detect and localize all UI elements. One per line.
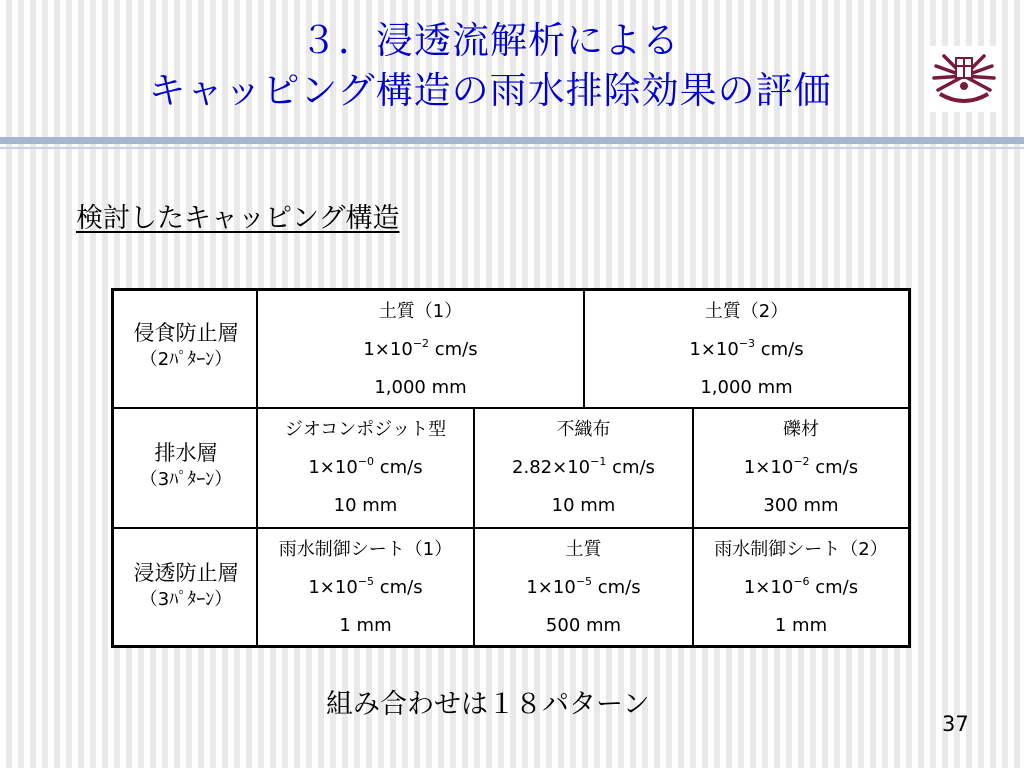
title-line-1: ３．浸透流解析による [300, 19, 680, 62]
row-header [114, 559, 258, 613]
layer-name: 浸透防止層 [133, 561, 239, 585]
table-cell [694, 409, 908, 527]
layer-name: 侵食防止層 [133, 321, 239, 345]
pattern-count: （3ﾊﾟﾀｰﾝ） [139, 469, 233, 490]
permeability: $1\times 10^{-5}$ cm/s [308, 575, 423, 598]
title-divider-thin [0, 147, 1024, 149]
pattern-count: （2ﾊﾟﾀｰﾝ） [139, 349, 233, 370]
table-cell [258, 409, 473, 527]
title-divider [0, 137, 1024, 144]
layer-thickness: 500 mm [545, 615, 622, 636]
layer-thickness: 1,000 mm [374, 377, 467, 398]
material-name: 土質（1） [378, 301, 463, 322]
layer-thickness: 10 mm [551, 495, 616, 516]
layer-thickness: 10 mm [333, 495, 398, 516]
title-line-2: キャッピング構造の雨水排除効果の評価 [148, 69, 832, 112]
section-subtitle: 検討したキャッピング構造 [76, 203, 400, 234]
permeability: $1\times 10^{-2}$ cm/s [743, 455, 859, 478]
table-cell [694, 529, 908, 645]
layer-thickness: 1 mm [339, 615, 392, 636]
material-name: 土質 [565, 539, 602, 560]
layer-name: 排水層 [154, 441, 218, 465]
table-cell [258, 291, 583, 407]
material-name: 雨水制御シート（1） [278, 539, 453, 560]
permeability: $1\times 10^{-6}$ cm/s [743, 575, 859, 598]
material-name: 土質（2） [704, 301, 789, 322]
table-cell [475, 529, 692, 645]
permeability: $2.82\times 10^{-1}$ cm/s [512, 455, 655, 478]
layer-thickness: 1 mm [774, 615, 828, 636]
capping-structure-table [111, 288, 911, 648]
layer-thickness: 300 mm [763, 495, 839, 516]
table-cell [475, 409, 692, 527]
permeability: $1\times 10^{-2}$ cm/s [363, 337, 478, 360]
table-cell [585, 291, 908, 407]
university-emblem-logo [930, 46, 998, 112]
material-name: 不織布 [556, 419, 611, 440]
page-number: 37 [942, 712, 969, 736]
combination-note: 組み合わせは１８パターン [326, 689, 650, 720]
table-cell [258, 529, 473, 645]
layer-thickness: 1,000 mm [700, 377, 793, 398]
slide-title [60, 16, 920, 116]
material-name: 礫材 [783, 419, 819, 440]
material-name: ジオコンポジット型 [284, 419, 447, 440]
permeability: $1\times 10^{-5}$ cm/s [526, 575, 641, 598]
permeability: $1\times 10^{-3}$ cm/s [689, 337, 804, 360]
row-header [114, 319, 258, 373]
permeability: $1\times 10^{-0}$ cm/s [308, 455, 423, 478]
pattern-count: （3ﾊﾟﾀｰﾝ） [139, 589, 233, 610]
row-header [114, 439, 258, 493]
material-name: 雨水制御シート（2） [714, 539, 888, 560]
